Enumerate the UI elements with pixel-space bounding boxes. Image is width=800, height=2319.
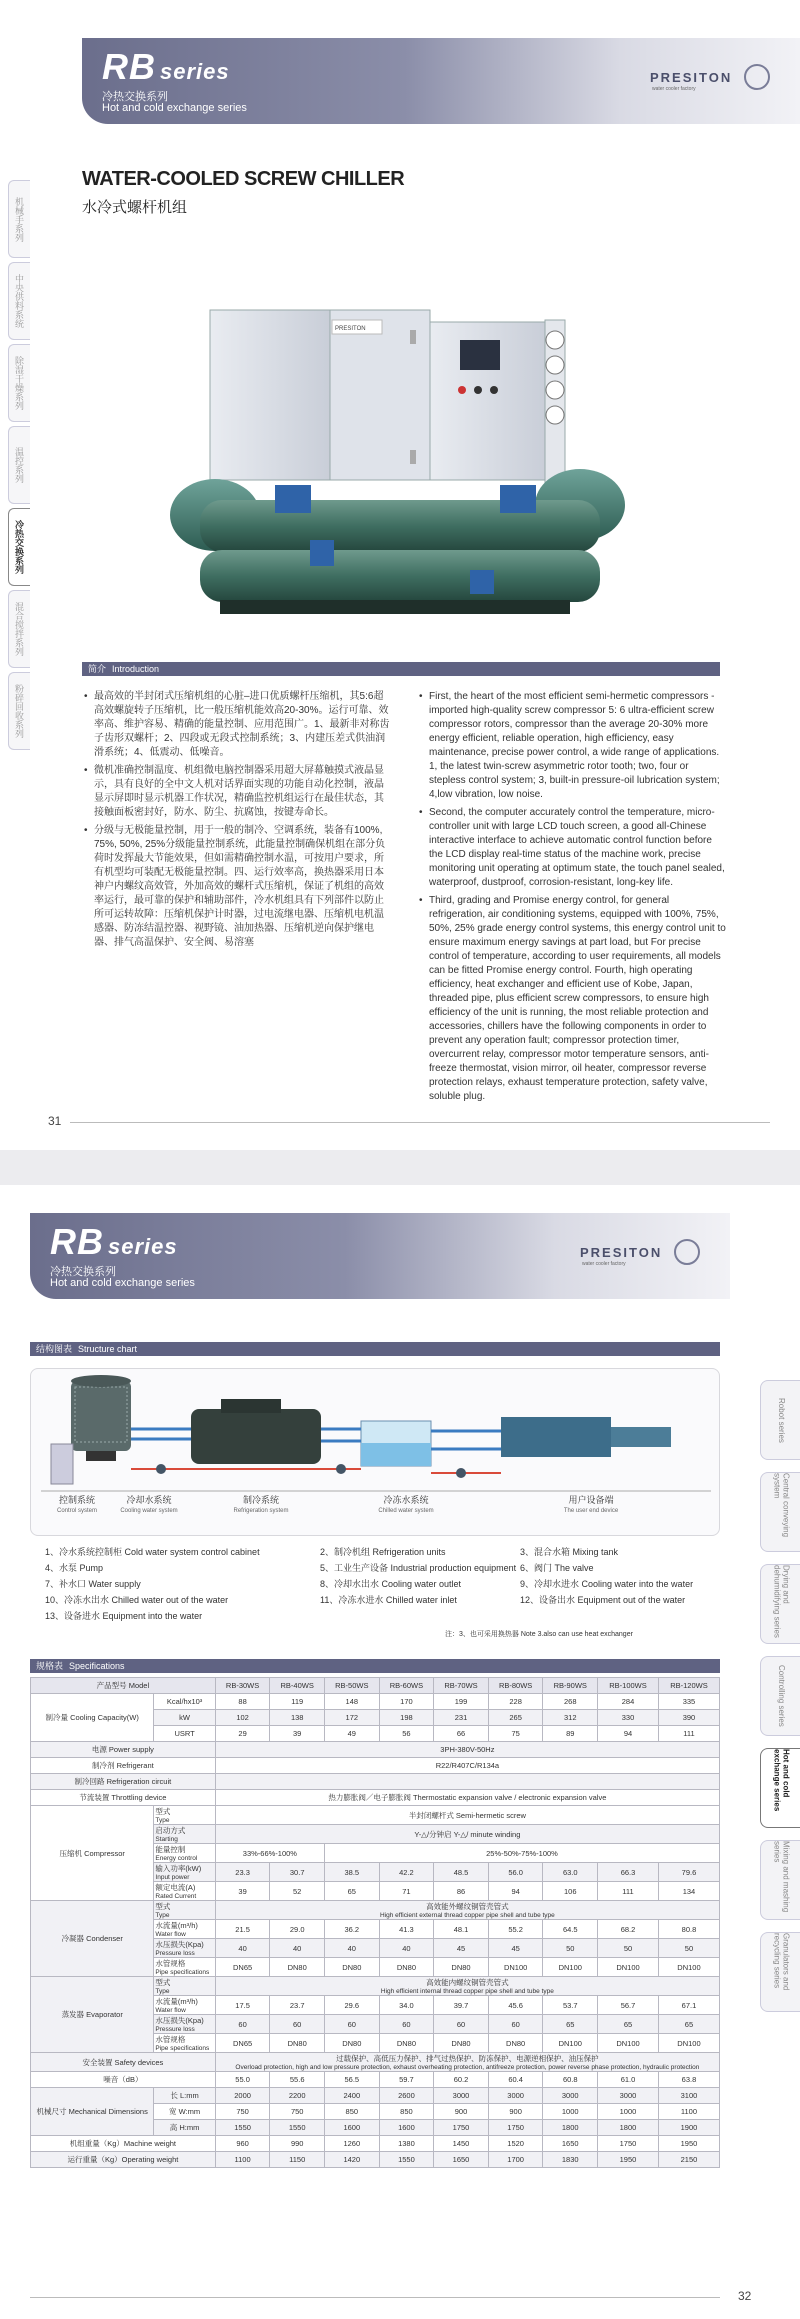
legend-item: 3、混合水箱 Mixing tank [520,1547,619,1557]
condenser-shell [200,550,600,602]
spec-row [31,1758,720,1774]
spec-cell: 48.5 [434,1863,489,1882]
spec-cell: 3000 [488,2088,543,2104]
spec-cell: 1000 [543,2104,598,2120]
cn-bullet-2: • 微机准确控制温度、机组微电脑控制器采用超大屏幕触摸式液晶显示，具有良好的全中文人机对话界面实现的功能自动化控制，液晶显示屏即时显示机器工作状况，精确监控机组运行在最佳状态，其接触面板密封好，防水、防尘、抗腐蚀，按键寿命长。 [82,764,392,820]
spec-row [31,1742,720,1758]
screw-chiller-illustration [170,300,630,630]
spec-cell: 106 [543,1882,598,1901]
spec-row [31,1774,720,1790]
spec-cell: 1650 [543,2136,598,2152]
catalog-page-31 [0,0,800,1150]
spec-cell: 长 L:mm [154,2088,215,2104]
spec-cell: 53.7 [543,1996,598,2015]
spec-cell: 机械尺寸 Mechanical Dimensions [31,2088,154,2136]
spec-cell: 38.5 [325,1863,380,1882]
preston-logo: PRESITON water cooler factory [650,64,770,98]
spec-cell: 3000 [543,2088,598,2104]
spec-cell: 1550 [215,2120,270,2136]
side-tab-manipulator[interactable]: 机械手系列 [8,180,30,258]
side-tab-drying[interactable]: 除湿干燥系列 [8,344,30,422]
spec-cell: 50 [658,1939,719,1958]
spec-cell: 17.5 [215,1996,270,2015]
spec-cell: 900 [434,2104,489,2120]
structure-diagram [30,1368,720,1536]
spec-cell: 输入功率(kW) Input power [154,1863,215,1882]
spec-cell: 39 [270,1726,325,1742]
product-title: WATER-COOLED SCREW CHILLER [82,168,405,190]
legend-item: 1、冷水系统控制柜 Cold water system control cabinet [45,1547,260,1557]
spec-cell: 水流量(m³/h) Water flow [154,1920,215,1939]
spec-row [31,1790,720,1806]
spec-cell: RB-30WS [215,1678,270,1694]
spec-cell: 产品型号 Model [31,1678,216,1694]
spec-cell: 900 [488,2104,543,2120]
logo-ring-icon [744,64,770,90]
rtab-granulators[interactable]: Granulators and recycling series [760,1932,800,2012]
spec-cell: DN80 [379,1958,434,1977]
spec-cell: 1380 [379,2136,434,2152]
spec-cell: 噪音（dB） [31,2072,216,2088]
rtab-mixing[interactable]: Mixing and mashing series [760,1840,800,1920]
side-tab-granulator[interactable]: 粉碎回收系列 [8,672,30,750]
spec-cell: 94 [598,1726,659,1742]
spec-cell: 1100 [658,2104,719,2120]
spec-cell: 134 [658,1882,719,1901]
left-cabinet [210,310,330,480]
label-cooling-water: 冷却水系统 Cooling water system [120,1495,178,1514]
legend-item: 9、冷却水进水 Cooling water into the water [520,1579,694,1589]
spec-cell: 高效能内螺纹铜管壳管式 High efficient internal thread copper pipe shell and tube type [215,1977,719,1996]
spec-cell: RB-40WS [270,1678,325,1694]
blue-flange [275,485,311,513]
spec-cell: 1520 [488,2136,543,2152]
lcd-screen [460,340,500,370]
spec-cell: 运行重量（Kg）Operating weight [31,2152,216,2168]
spec-cell: 55.0 [215,2072,270,2088]
spec-cell: 55.2 [488,1920,543,1939]
intro-cn-column [82,690,392,954]
spec-cell: 284 [598,1694,659,1710]
spec-cell: 61.0 [598,2072,659,2088]
spec-cell: 312 [543,1710,598,1726]
spec-cell: 60 [270,2015,325,2034]
spec-cell: 23.7 [270,1996,325,2015]
spec-cell: 60 [488,2015,543,2034]
legend-item: 8、冷却水出水 Cooling water outlet [320,1579,462,1589]
control-cabinet-schematic [51,1444,73,1484]
spec-cell: DN80 [434,2034,489,2053]
spec-cell: 65 [325,1882,380,1901]
page-number-2: 32 [738,2289,752,2303]
injection-machine [501,1417,611,1457]
spec-cell: 1750 [598,2136,659,2152]
spec-cell: 65 [598,2015,659,2034]
spec-cell: 60.8 [543,2072,598,2088]
spec-cell: DN100 [488,1958,543,1977]
spec-cell: 60 [215,2015,270,2034]
legend-item: 11、冷冻水进水 Chilled water inlet [320,1595,457,1605]
spec-cell: 40 [270,1939,325,1958]
spec-cell: 过载保护、高低压力保护、排气过热保护、防冻保护、电源逆相保护、油压保护 Overload protection, high and low pressure protection, exhaust overheating protection, antifreeze protection, power reverse phase protection, hydraulic protection [215,2053,719,2072]
svg-text:PRESITON: PRESITON [335,326,366,332]
series-subtitle-en-2: Hot and cold exchange series [50,1277,195,1289]
rtab-central-conveying[interactable]: Central conveying system [760,1472,800,1552]
spec-cell: 990 [270,2136,325,2152]
spec-cell: 50 [543,1939,598,1958]
spec-row [31,1694,720,1710]
spec-cell: 2400 [325,2088,380,2104]
right-category-tabs [758,1380,800,2024]
spec-cell: 制冷剂 Refrigerant [31,1758,216,1774]
rtab-robot[interactable]: Robot series [760,1380,800,1460]
spec-cell: 42.2 [379,1863,434,1882]
series-subtitle-en: Hot and cold exchange series [102,102,247,114]
spec-row [31,1977,720,1996]
spec-cell: DN100 [658,2034,719,2053]
spec-cell: 水流量(m³/h) Water flow [154,1996,215,2015]
spec-cell: 1550 [270,2120,325,2136]
spec-cell: 1150 [270,2152,325,2168]
spec-cell: 型式 Type [154,1806,215,1825]
spec-cell: DN80 [270,1958,325,1977]
spec-cell: 33%-66%-100% [215,1844,324,1863]
spec-cell: 29 [215,1726,270,1742]
rtab-controlling[interactable]: Controlling series [760,1656,800,1736]
spec-cell: 56.7 [598,1996,659,2015]
spec-cell: 36.2 [325,1920,380,1939]
series-subtitle-cn-2: 冷热交换系列 [50,1266,116,1278]
spec-cell: 88 [215,1694,270,1710]
spec-cell: 蒸发器 Evaporator [31,1977,154,2053]
en-bullet-1: • First, the heart of the most efficient semi-hermetic compressors - imported high-quality screw compressor 5: 6 ultra-efficient screw compressor rotors, compressor than the average 20-30% more energy efficient, reliable operation, high efficiency, easy maintenance, precise power control, a wide range of applications. 1, the latest twin-screw asymmetric rotor tooth; two, four or stepless control system; 3, built-in pressure-oil lubrication system; 4,low vibration, low noise. [417,690,727,802]
spec-row [31,1678,720,1694]
spec-cell: 65 [658,2015,719,2034]
spec-cell: 850 [325,2104,380,2120]
spec-cell: 宽 W:mm [154,2104,215,2120]
spec-cell: 80.8 [658,1920,719,1939]
spec-cell: 68.2 [598,1920,659,1939]
spec-cell: RB-90WS [543,1678,598,1694]
spec-cell: 50 [598,1939,659,1958]
spec-cell: 56.5 [325,2072,380,2088]
spec-cell: 1450 [434,2136,489,2152]
spec-cell: DN80 [270,2034,325,2053]
spec-cell: 265 [488,1710,543,1726]
label-chilled-water: 冷冻水系统 Chilled water system [378,1495,434,1514]
spec-cell: 111 [658,1726,719,1742]
label-refrigeration: 制冷系统 Refrigeration system [233,1495,289,1514]
spec-cell: DN100 [598,2034,659,2053]
series-title-2: RB series [50,1221,178,1262]
spec-cell: 66.3 [598,1863,659,1882]
spec-cell: DN80 [325,1958,380,1977]
spec-cell: 水压损失(Kpa) Pressure loss [154,2015,215,2034]
spec-cell: 电源 Power supply [31,1742,216,1758]
spec-cell: 29.6 [325,1996,380,2015]
spec-cell: 1950 [598,2152,659,2168]
spec-cell: kW [154,1710,215,1726]
spec-cell: 52 [270,1882,325,1901]
spec-cell: 56.0 [488,1863,543,1882]
spec-cell: 1750 [434,2120,489,2136]
spec-cell: 1550 [379,2152,434,2168]
rtab-hot-cold-exchange[interactable]: Hot and cold exchange series [760,1748,800,1828]
spec-cell: 71 [379,1882,434,1901]
spec-cell: 45 [488,1939,543,1958]
spec-row [31,2053,720,2072]
legend-item: 7、补水口 Water supply [45,1579,141,1589]
spec-cell: DN100 [598,1958,659,1977]
spec-cell: DN100 [543,1958,598,1977]
spec-cell: 3100 [658,2088,719,2104]
spec-cell: 1700 [488,2152,543,2168]
spec-cell: 330 [598,1710,659,1726]
spec-cell: 1100 [215,2152,270,2168]
spec-cell: 59.7 [379,2072,434,2088]
spec-cell: DN100 [658,1958,719,1977]
chiller-unit [191,1409,321,1464]
spec-cell: 89 [543,1726,598,1742]
spec-cell: 2600 [379,2088,434,2104]
spec-cell: 34.0 [379,1996,434,2015]
legend-item: 12、设备出水 Equipment out of the water [520,1595,686,1605]
spec-cell: 2200 [270,2088,325,2104]
spec-cell: 94 [488,1882,543,1901]
spec-cell: 1900 [658,2120,719,2136]
legend-item: 13、设备进水 Equipment into the water [45,1611,203,1621]
en-bullet-3: • Third, grading and Promise energy control, for general refrigeration, air conditioning systems, equipped with 100%, 75%, 50%, 25% grade energy control systems, this energy control unit to ensure maximum energy savings at part load, but For precise control of temperature, according to user requirements, all models can be fitted Promise energy control. Fourth, high operating efficiency, heat exchanger and efficient use of Kobe, Japan, threaded pipe, plus efficient screw compressors, to ensure high efficiency of the unit is running, the most reliable protection and accessories, chillers have the following components in order to prevent any operation fault; compressor protection timer, overcurrent relay, compressor motor temperature sensors, anti-freeze thermostat, vision mirror, oil heater, compressor reverse protection relays, exhaust temperature protection, safety valve, soluble plug. [417,894,727,1104]
heat-exchanger-note: 注：3、也可采用换热器 Note 3.also can use heat exchanger [445,1631,633,1638]
spec-cell: 2000 [215,2088,270,2104]
spec-cell: DN80 [488,2034,543,2053]
spec-cell: 制冷回路 Refrigeration circuit [31,1774,216,1790]
spec-cell: 21.5 [215,1920,270,1939]
spec-cell: 102 [215,1710,270,1726]
legend-item: 6、阀门 The valve [520,1563,594,1573]
spec-cell: 138 [270,1710,325,1726]
spec-cell: 1650 [434,2152,489,2168]
spec-cell [215,1774,719,1790]
spec-cell: DN65 [215,2034,270,2053]
series-banner-2 [30,1213,730,1299]
spec-cell: 型式 Type [154,1977,215,1996]
side-tab-temp-control[interactable]: 温控系列 [8,426,30,504]
label-user-end: 用户设备端 The user end device [563,1495,619,1514]
spec-cell: 节流装置 Throttling device [31,1790,216,1806]
spec-cell: RB-100WS [598,1678,659,1694]
series-banner [82,38,800,124]
en-bullet-2: • Second, the computer accurately control the temperature, micro-controller unit with large LCD touch screen, a good all-Chinese interactive interface to achieve automatic control function before the LCD display real-time status of the machine work, precise monitoring unit operating at optimum state, the touch panel sealed, waterproof, dustproof, corrosion-resistant, long-key life. [417,806,727,890]
structure-section-bar: 结构图表 Structure chart [30,1342,720,1356]
spec-cell: 1260 [325,2136,380,2152]
spec-cell: 水压损失(Kpa) Pressure loss [154,1939,215,1958]
spec-cell: RB-50WS [325,1678,380,1694]
spec-cell: 压缩机 Compressor [31,1806,154,1901]
spec-cell: DN65 [215,1958,270,1977]
spec-cell: 64.5 [543,1920,598,1939]
spec-cell: 制冷量 Cooling Capacity(W) [31,1694,154,1742]
spec-cell: 1420 [325,2152,380,2168]
spec-cell: 41.3 [379,1920,434,1939]
intro-section-bar: 简介 Introduction [82,662,720,676]
catalog-page-32 [0,1185,800,2319]
spec-cell: 86 [434,1882,489,1901]
spec-cell: 170 [379,1694,434,1710]
spec-cell: 水管规格 Pipe specifications [154,1958,215,1977]
spec-cell: 40 [379,1939,434,1958]
side-category-tabs [8,180,32,754]
legend-item: 5、工业生产设备 Industrial production equipment [320,1563,517,1573]
spec-cell: 1600 [379,2120,434,2136]
legend-item: 10、冷冻水出水 Chilled water out of the water [45,1595,229,1605]
spec-cell: 111 [598,1882,659,1901]
spec-section-bar: 规格表 Specifications [30,1659,720,1673]
spec-cell: 960 [215,2136,270,2152]
spec-cell: 高效能外螺纹铜管壳管式 High efficient external thread copper pipe shell and tube type [215,1901,719,1920]
spec-cell: 1830 [543,2152,598,2168]
specifications-table [30,1677,720,2168]
spec-cell: 45 [434,1939,489,1958]
spec-cell: 1750 [488,2120,543,2136]
spec-row [31,2088,720,2104]
spec-cell: 3PH-380V-50Hz [215,1742,719,1758]
spec-cell: 额定电流(A) Rated Current [154,1882,215,1901]
spec-cell: 56 [379,1726,434,1742]
spec-cell: 40 [325,1939,380,1958]
spec-cell: 67.1 [658,1996,719,2015]
series-subtitle-cn: 冷热交换系列 [102,91,168,103]
spec-row [31,2136,720,2152]
label-control-system: 控制系统 Control system [56,1495,97,1514]
spec-cell: 水管规格 Pipe specifications [154,2034,215,2053]
spec-cell: 63.8 [658,2072,719,2088]
legend-item: 4、水泵 Pump [45,1563,104,1573]
side-tab-hot-cold-exchange[interactable]: 冷热交换系列 [8,508,30,586]
page-number: 31 [48,1114,62,1128]
logo-ring-icon [674,1239,700,1265]
spec-cell: 60.2 [434,2072,489,2088]
spec-cell: Y-△/分钟启 Y-△/ minute winding [215,1825,719,1844]
spec-cell: 60.4 [488,2072,543,2088]
spec-cell: 1800 [543,2120,598,2136]
spec-cell: 335 [658,1694,719,1710]
spec-cell: DN80 [379,2034,434,2053]
spec-cell: 45.6 [488,1996,543,2015]
cn-bullet-1: • 最高效的半封闭式压缩机组的心脏–进口优质螺杆压缩机，其5:6超高效螺旋转子压缩机，比一般压缩机能效高20-30%。运行可靠、效率高、维护容易、精确的能量控制、应用范围广。1、最新非对称齿子齿形双螺杆；2、四段或无段式控制系统；3、内建压差式供油润滑系统；4、低震动、低噪音。 [82,690,392,760]
spec-cell: 268 [543,1694,598,1710]
cn-bullet-3: • 分级与无极能量控制，用于一般的制冷、空调系统，装备有100%, 75%, 50%, 25%分级能量控制系统，此能量控制确保机组在部分负荷时发挥最大节能效果，但如需精确控制水温，可按用户要求，所有机型均可装配无极能量控制。四、运行效率高，换热器采用日本神户内螺纹高效管，外加高效的螺杆式压缩机，保证了机组的高效率运行，最可靠的保护和辅助部件，冷水机组具有下列部件以防止所可运转故障：压缩机保护计时器，过电流继电器、压缩机电机温感器、防冻结温控器、视野镜、油加热器、压缩机逆向保护继电器、排气高温保护、安全阀、易溶塞 [82,824,392,950]
spec-cell: 30.7 [270,1863,325,1882]
spec-cell: 3000 [434,2088,489,2104]
spec-cell: 228 [488,1694,543,1710]
spec-cell: 1000 [598,2104,659,2120]
spec-cell: 启动方式 Starting [154,1825,215,1844]
spec-cell: 172 [325,1710,380,1726]
cooling-tower [71,1381,131,1451]
legend-item: 2、制冷机组 Refrigeration units [320,1547,446,1557]
spec-cell: 40 [215,1939,270,1958]
spec-cell: R22/R407C/R134a [215,1758,719,1774]
preston-logo-2: PRESITON water cooler factory [580,1239,700,1273]
spec-cell: 66 [434,1726,489,1742]
spec-cell: 750 [215,2104,270,2120]
spec-cell: 1800 [598,2120,659,2136]
spec-cell: 冷凝器 Condenser [31,1901,154,1977]
spec-cell: DN80 [325,2034,380,2053]
spec-cell: 热力膨胀阀／电子膨胀阀 Thermostatic expansion valve / electronic expansion valve [215,1790,719,1806]
side-tab-mixing[interactable]: 混合搅拌系列 [8,590,30,668]
product-title-cn: 水冷式螺杆机组 [82,199,188,216]
spec-cell: 60 [325,2015,380,2034]
spec-cell: RB-80WS [488,1678,543,1694]
spec-cell: 49 [325,1726,380,1742]
spec-cell: 2150 [658,2152,719,2168]
spec-cell: DN100 [543,2034,598,2053]
spec-cell: 750 [270,2104,325,2120]
spec-cell: Kcal/hx10³ [154,1694,215,1710]
spec-cell: 安全装置 Safety devices [31,2053,216,2072]
spec-cell: 148 [325,1694,380,1710]
spec-cell: 60 [379,2015,434,2034]
spec-cell: 48.1 [434,1920,489,1939]
spec-cell: 119 [270,1694,325,1710]
spec-cell: 半封闭螺杆式 Semi-hermetic screw [215,1806,719,1825]
spec-cell: 198 [379,1710,434,1726]
spec-cell: 3000 [598,2088,659,2104]
spec-cell: 231 [434,1710,489,1726]
spec-cell: 能量控制 Energy control [154,1844,215,1863]
spec-cell: 25%-50%-75%-100% [325,1844,720,1863]
spec-cell: RB-60WS [379,1678,434,1694]
spec-cell: RB-70WS [434,1678,489,1694]
spec-cell: 23.3 [215,1863,270,1882]
spec-cell: 65 [543,2015,598,2034]
spec-cell: 39 [215,1882,270,1901]
spec-cell: 55.6 [270,2072,325,2088]
spec-cell: 29.0 [270,1920,325,1939]
spec-row [31,2152,720,2168]
spec-cell: 1600 [325,2120,380,2136]
spec-cell: 60 [434,2015,489,2034]
spec-cell: RB-120WS [658,1678,719,1694]
rtab-drying[interactable]: Drying and dehumidifying series [760,1564,800,1644]
spec-cell: 79.6 [658,1863,719,1882]
spec-cell: 39.7 [434,1996,489,2015]
spec-row [31,1901,720,1920]
spec-cell: 63.0 [543,1863,598,1882]
spec-row [31,1806,720,1825]
spec-cell: 75 [488,1726,543,1742]
intro-en-column [417,690,727,1108]
spec-cell: 机组重量（Kg）Machine weight [31,2136,216,2152]
evaporator-shell [200,500,600,552]
spec-cell: 高 H:mm [154,2120,215,2136]
spec-cell: 199 [434,1694,489,1710]
spec-cell: 390 [658,1710,719,1726]
side-tab-central-feeding[interactable]: 中央供料系统 [8,262,30,340]
spec-cell: 850 [379,2104,434,2120]
spec-cell: 1950 [658,2136,719,2152]
spec-cell: DN80 [434,1958,489,1977]
spec-cell: USRT [154,1726,215,1742]
spec-row [31,2072,720,2088]
spec-cell: 型式 Type [154,1901,215,1920]
series-title: RB series [102,46,230,87]
